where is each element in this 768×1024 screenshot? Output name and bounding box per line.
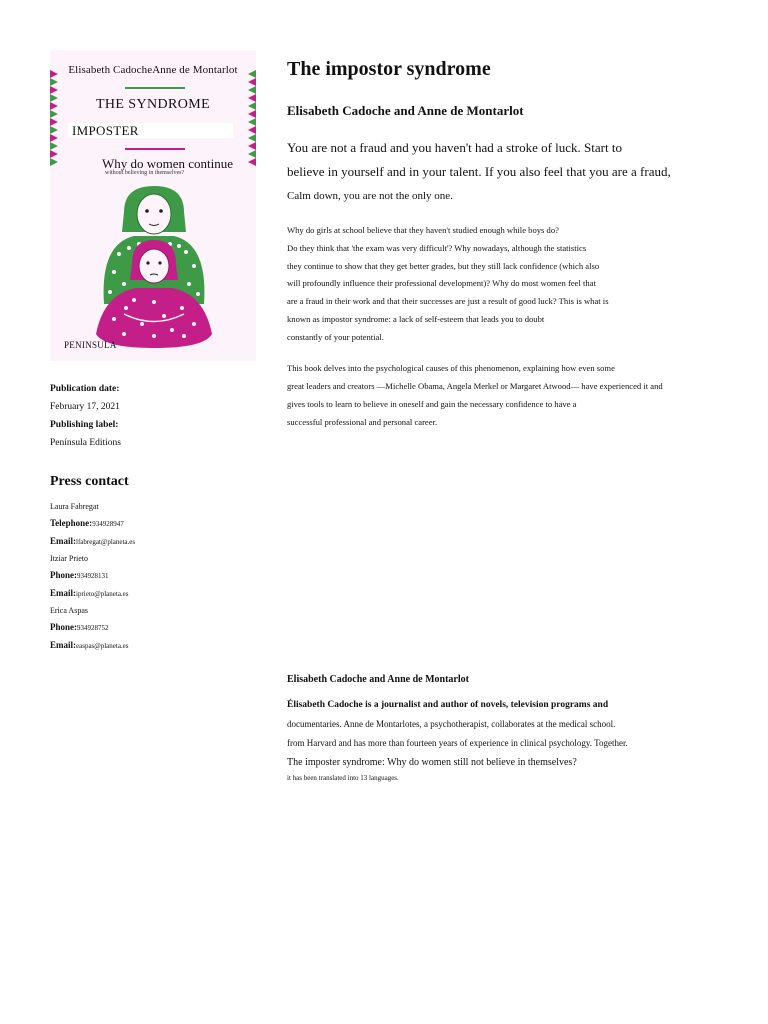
phone-label: Phone: <box>50 622 77 632</box>
about-authors-heading: Elisabeth Cadoche and Anne de Montarlot <box>287 674 469 685</box>
contact-card <box>50 604 250 654</box>
synopsis-line: constantly of your potential. <box>287 331 384 342</box>
synopsis-line: gives tools to learn to believe in oneself and gain the necessary confidence to have a <box>287 399 577 409</box>
phone-value: 934928752 <box>77 624 109 632</box>
publishing-label-label: Publishing label: <box>50 420 119 430</box>
contact-name: Laura Fabregat <box>50 502 99 511</box>
cover-rule-green <box>125 87 185 89</box>
publication-date-label: Publication date: <box>50 384 120 394</box>
contact-name: Itziar Prieto <box>50 554 88 563</box>
synopsis-line: Do they think that 'the exam was very difficult'? Why nowadays, although the statistics <box>287 242 587 253</box>
contact-phone <box>50 566 250 584</box>
contact-phone <box>50 618 250 636</box>
cover-subtitle-small: without believing in themselves? <box>105 170 185 176</box>
synopsis-line: Why do girls at school believe that they haven't studied enough while boys do? <box>287 225 559 235</box>
lead-line: believe in yourself and in your talent. If you also feel that you are a fraud, <box>287 164 671 179</box>
phone-value: 934928947 <box>92 520 124 528</box>
synopsis-paragraph-1 <box>287 222 707 347</box>
contact-card <box>50 552 250 602</box>
lead-line: Calm down, you are not the only one. <box>287 190 453 202</box>
publishing-label: Península Editions <box>50 438 121 448</box>
contact-email <box>50 636 250 654</box>
email-link[interactable]: iprieto@planeta.es <box>76 590 129 598</box>
email-link[interactable]: easpas@planeta.es <box>76 642 129 650</box>
contact-email <box>50 584 250 602</box>
about-line: The imposter syndrome: Why do women still not believe in themselves? <box>287 757 577 768</box>
publication-date: February 17, 2021 <box>50 402 120 412</box>
cover-edge-pattern-right <box>248 70 256 166</box>
phone-value: 934928131 <box>77 572 109 580</box>
synopsis-line: successful professional and personal career. <box>287 417 438 427</box>
email-label: Email: <box>50 536 76 546</box>
synopsis-line: known as impostor syndrome: a lack of self-esteem that leads you to doubt <box>287 313 545 324</box>
synopsis-line: they continue to show that they get better grades, but they still lack confidence (which also <box>287 260 600 271</box>
book-cover <box>50 50 256 361</box>
phone-label: Telephone: <box>50 518 93 528</box>
cover-edge-pattern-left <box>50 70 58 166</box>
cover-title-line1: THE SYNDROME <box>95 97 211 112</box>
publication-details <box>50 380 250 452</box>
press-contact-heading: Press contact <box>50 474 129 489</box>
contact-email <box>50 532 250 550</box>
cover-title-line2: IMPOSTER <box>72 123 139 138</box>
cover-rule-magenta <box>125 148 185 150</box>
contact-phone <box>50 514 250 532</box>
lead-line: You are not a fraud and you haven't had a stroke of luck. Start to <box>287 140 622 155</box>
contact-card <box>50 500 250 550</box>
about-line: it has been translated into 13 languages. <box>287 774 399 782</box>
cover-subtitle: Why do women continue <box>102 156 234 171</box>
book-lead <box>287 136 697 208</box>
cover-illustration-women <box>94 184 214 349</box>
synopsis-line: This book delves into the psychological causes of this phenomenon, explaining how even some <box>287 363 615 373</box>
about-line: from Harvard and has more than fourteen years of experience in clinical psychology. Together. <box>287 738 628 748</box>
synopsis-line: great leaders and creators —Michelle Obama, Angela Merkel or Margaret Atwood— have experienced it and <box>287 381 663 391</box>
book-authors: Elisabeth Cadoche and Anne de Montarlot <box>287 103 524 118</box>
publisher-logo: PENINSULA <box>64 340 117 350</box>
email-label: Email: <box>50 588 76 598</box>
phone-label: Phone: <box>50 570 77 580</box>
page-title: The impostor syndrome <box>287 58 491 80</box>
synopsis-line: are a fraud in their work and that their successes are just a result of good luck? This is what is <box>287 296 609 307</box>
synopsis-paragraph-2 <box>287 359 707 431</box>
cover-authors: Elisabeth CadocheAnne de Montarlot <box>68 64 238 76</box>
press-contacts <box>50 500 250 656</box>
about-line: documentaries. Anne de Montarlotes, a psychotherapist, collaborates at the medical school. <box>287 719 616 729</box>
contact-name: Erica Aspas <box>50 606 88 615</box>
about-authors <box>287 696 707 784</box>
about-line: Élisabeth Cadoche is a journalist and author of novels, television programs and <box>287 700 609 710</box>
synopsis-line: will profoundly influence their professional development)? Why do most women feel that <box>287 278 596 289</box>
email-label: Email: <box>50 640 76 650</box>
email-link[interactable]: lfabregat@planeta.es <box>76 538 136 546</box>
